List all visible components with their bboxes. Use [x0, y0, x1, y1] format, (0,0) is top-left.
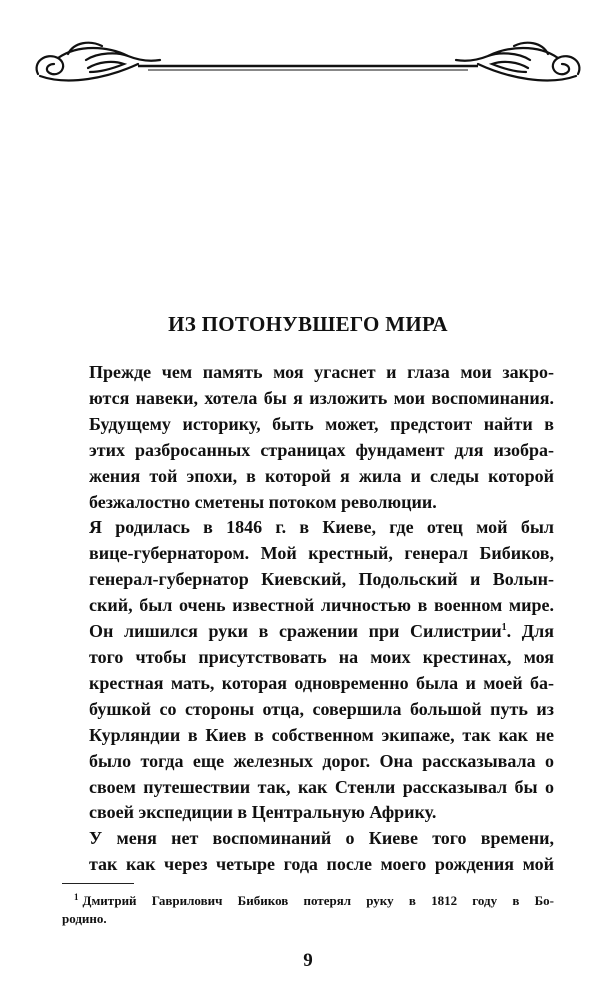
chapter-title: ИЗ ПОТОНУВШЕГО МИРА	[168, 312, 448, 336]
footnote-line: родино.	[62, 911, 107, 926]
text-line: ются навеки, хотела бы я изложить мои воспоминания.	[89, 387, 554, 408]
footnote-mark: 1	[74, 891, 79, 902]
footnote-text: Дмитрий Гаврилович Бибиков потерял руку в 1812 году в Бо-	[82, 893, 554, 908]
text-line: жения той эпохи, в которой я жила и следы которой	[89, 465, 554, 486]
text-line: Я родилась в 1846 г. в Киеве, где отец мой был	[89, 517, 554, 538]
text-line: этих разбросанных страницах фундамент для изобра-	[89, 439, 554, 460]
text-line: ский, был очень известной личностью в военном мире.	[89, 595, 554, 616]
text-line: своей экспедиции в Центральную Африку.	[89, 802, 437, 823]
text-line: Курляндии в Киев в собственном экипаже, так как не	[89, 724, 554, 745]
decorative-flourish-ornament	[28, 34, 588, 94]
text-line: вице-губернатором. Мой крестный, генерал Бибиков,	[89, 543, 554, 564]
text-line: было тогда еще железных дорог. Она рассказывала о	[89, 750, 554, 771]
footnote-reference: 1	[501, 622, 507, 634]
text-line: того чтобы присутствовать на моих крестинах, моя	[89, 646, 554, 667]
text-line: так как через четыре года после моего рождения мой	[89, 854, 554, 875]
body-text	[62, 360, 554, 878]
footnote	[62, 892, 554, 928]
text-segment: Он лишился руки в сражении при Силистрии	[89, 621, 502, 642]
text-line: своем путешествии так, как Стенли рассказывал бы о	[89, 776, 554, 797]
text-line: Будущему историку, быть может, предстоит найти в	[89, 413, 554, 434]
text-line: У меня нет воспоминаний о Киеве того времени,	[89, 828, 554, 849]
paragraph	[62, 515, 554, 826]
paragraph	[62, 826, 554, 878]
text-line: Прежде чем память моя угаснет и глаза мои закро-	[89, 362, 554, 382]
text-line: безжалостно сметены потоком революции.	[89, 491, 437, 512]
page-number: 9	[303, 950, 313, 971]
footnote-line	[62, 892, 554, 910]
text-line: бушкой со стороны отца, совершила большой путь из	[89, 698, 554, 719]
footnote-divider	[62, 883, 134, 884]
text-line: крестная мать, которая одновременно была и моей ба-	[89, 672, 554, 693]
text-segment: . Для	[506, 621, 554, 642]
text-line-with-footnote	[62, 619, 554, 645]
paragraph	[62, 360, 554, 515]
text-line: генерал-губернатор Киевский, Подольский и Волын-	[89, 569, 554, 590]
